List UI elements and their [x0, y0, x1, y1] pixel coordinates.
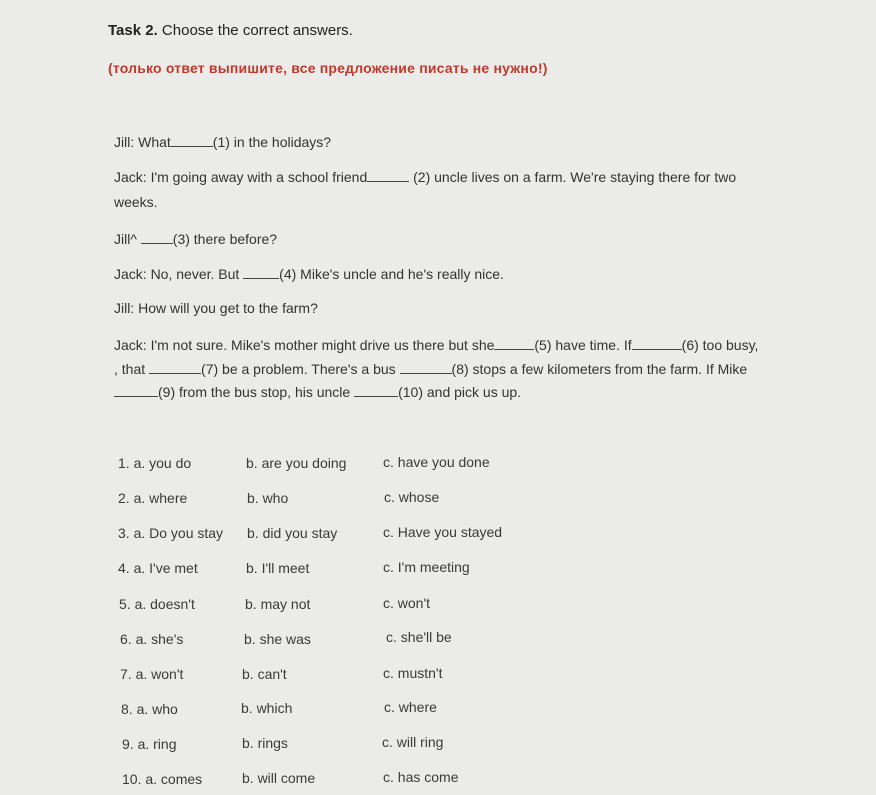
dialogue-line-2-cont: weeks. — [114, 194, 158, 210]
option-8a: 8. a. who — [121, 701, 178, 717]
option-5a: 5. a. doesn't — [119, 596, 195, 612]
option-4b: b. I'll meet — [246, 560, 310, 576]
dialogue-line-8: (9) from the bus stop, his uncle (10) and pick us up. — [114, 383, 521, 400]
option-8c: c. where — [384, 699, 437, 715]
dialogue-line-3: Jill^ (3) there before? — [114, 231, 278, 247]
dialogue-line-6: Jack: I'm not sure. Mike's mother might drive us there but she (5) have time. If (6) too busy, — [114, 337, 759, 353]
option-6c: c. she'll be — [386, 629, 452, 645]
option-7a: 7. a. won't — [120, 666, 184, 682]
answer-blank-5 — [494, 336, 534, 350]
option-9c: c. will ring — [382, 734, 444, 750]
answer-blank-1 — [171, 133, 213, 147]
option-7b: b. can't — [242, 666, 287, 682]
option-6a: 6. a. she's — [120, 631, 184, 647]
option-4a: 4. a. I've met — [118, 560, 198, 576]
option-3c: c. Have you stayed — [383, 524, 503, 540]
option-2b: b. who — [247, 490, 289, 506]
answer-blank-7 — [149, 360, 201, 374]
option-2c: c. whose — [384, 489, 440, 505]
task-instruction: Choose the correct answers. — [157, 22, 353, 39]
option-2a: 2. a. where — [118, 490, 188, 506]
option-9b: b. rings — [242, 735, 288, 751]
option-6b: b. she was — [244, 631, 311, 647]
option-1b: b. are you doing — [246, 455, 347, 471]
answer-blank-8 — [400, 360, 452, 374]
dialogue-line-7: , that (7) be a problem. There's a bus (8) stops a few kilometers from the farm. If Mike — [114, 361, 748, 377]
answer-blank-9 — [114, 383, 158, 397]
option-7c: c. mustn't — [383, 665, 443, 681]
dialogue-line-5: Jill: How will you get to the farm? — [114, 300, 318, 316]
dialogue-line-2: Jack: I'm going away with a school friend (2) uncle lives on a farm. We're staying there for two — [114, 169, 737, 185]
option-5c: c. won't — [383, 595, 431, 611]
option-3a: 3. a. Do you stay — [118, 525, 224, 541]
option-1a: 1. a. you do — [118, 455, 192, 471]
answer-blank-3 — [141, 230, 173, 244]
option-10a: 10. a. comes — [122, 771, 203, 787]
answer-blank-6 — [632, 336, 682, 350]
answer-blank-10 — [354, 383, 398, 397]
answer-blank-2 — [367, 168, 409, 182]
task-label: Task 2. — [108, 22, 158, 39]
dialogue-line-4: Jack: No, never. But (4) Mike's uncle and he's really nice. — [114, 266, 504, 282]
option-1c: c. have you done — [383, 454, 490, 470]
task-note: (только ответ выпишите, все предложение писать не нужно!) — [108, 60, 548, 76]
answer-blank-4 — [243, 265, 279, 279]
option-4c: c. I'm meeting — [383, 559, 470, 575]
option-5b: b. may not — [245, 596, 311, 612]
option-10c: c. has come — [383, 769, 459, 785]
option-8b: b. which — [241, 700, 293, 716]
task-title — [108, 22, 353, 39]
option-10b: b. will come — [242, 770, 316, 786]
dialogue-line-1: Jill: What (1) in the holidays? — [114, 134, 332, 150]
option-9a: 9. a. ring — [122, 736, 177, 752]
option-3b: b. did you stay — [247, 525, 338, 541]
